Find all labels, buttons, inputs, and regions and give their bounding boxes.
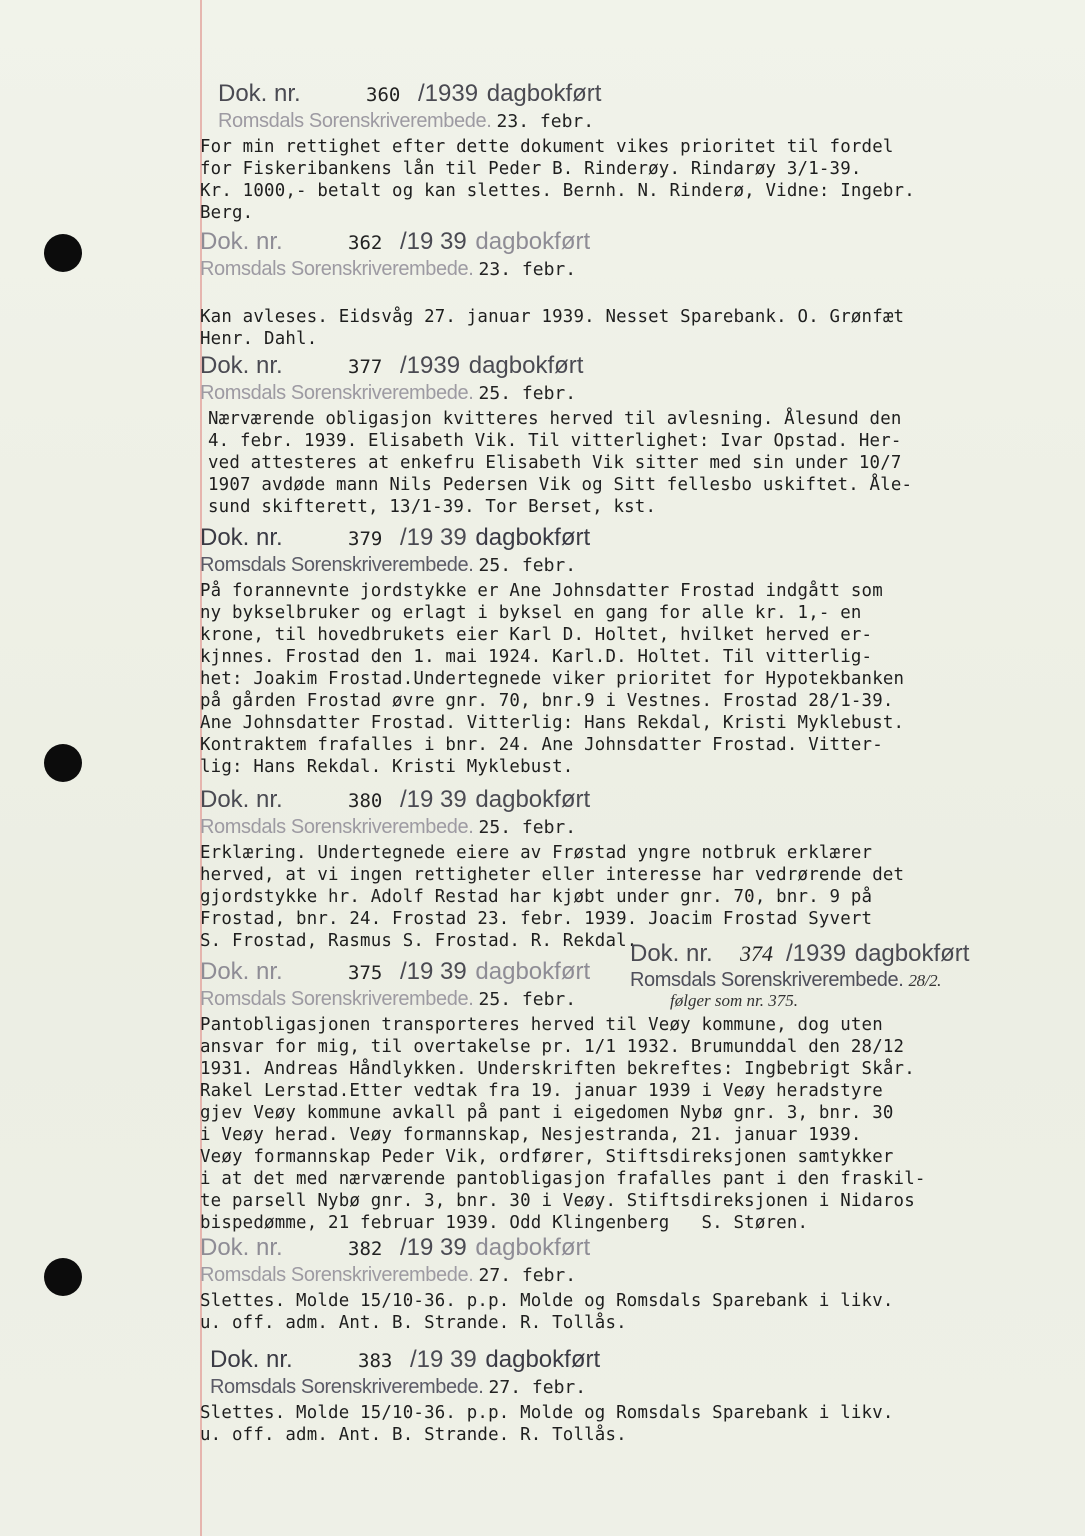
court-stamp: [200, 553, 1070, 578]
dok-stamp: [200, 786, 1070, 815]
entry-date: 27. febr.: [478, 1265, 577, 1286]
dok-number: 380: [348, 790, 383, 812]
dok-label: Dok. nr.: [630, 940, 713, 967]
dok-label: Dok. nr.: [200, 352, 283, 379]
dok-stamp: [200, 524, 1070, 553]
punch-hole: [44, 744, 82, 782]
court-stamp: [200, 257, 1070, 282]
dok-stamp: [200, 352, 1070, 381]
dok-stamp: [200, 1234, 1070, 1263]
entry-text: Nærværende obligasjon kvitteres herved til avlesning. Ålesund den 4. febr. 1939. Elisabeth Vik. Til vitterlighet: Ivar Opstad. Her- ved attesteres at enkefru Elisabeth Vik sitter med sin under 10/7 1907 avdøde mann Nils Pedersen Vik og Sitt fellesbo uskiftet. Åle- sund skifterett, 13/1-39. Tor Berset, kst.: [208, 409, 913, 517]
dok-year: /19 39: [410, 1346, 477, 1373]
dok-number: 382: [348, 1238, 383, 1260]
entry-text: Erklæring. Undertegnede eiere av Frøstad yngre notbruk erklærer herved, at vi ingen rettigheter eller interesse har vedrørende det gjordstykke hr. Adolf Restad har kjøbt under gnr. 70, bnr. 9 på Frostad, bnr. 24. Frostad 23. febr. 1939. Joacim Frostad Syvert S. Frostad, Rasmus S. Frostad. R. Rekdal.: [200, 843, 905, 951]
dok-year: /1939: [400, 352, 461, 379]
handwritten-date: 28/2.: [908, 971, 942, 990]
court-name: Romsdals Sorenskriverembede.: [200, 554, 474, 576]
dok-year: /19 39: [400, 524, 467, 551]
entry-date: 23. febr.: [496, 111, 595, 132]
court-stamp: [200, 381, 1070, 406]
side-stamp: [630, 940, 1070, 1011]
entry-date: 25. febr.: [478, 555, 577, 576]
dok-stamp: [630, 940, 1070, 968]
dok-label: Dok. nr.: [200, 1234, 283, 1261]
entry-text: Pantobligasjonen transporteres herved til Veøy kommune, dog uten ansvar for mig, til overtakelse pr. 1/1 1932. Brumunddal den 28/12 1931. Andreas Håndlykken. Underskriften bekreftes: Ingbebrigt Skår. Rakel Lerstad.Etter vedtak fra 19. januar 1939 i Veøy heradstyre gjev Veøy kommune avkall på pant i eigedomen Nybø gnr. 3, bnr. 30 i Veøy herad. Veøy formannskap, Nesjestranda, 21. januar 1939. Veøy formannskap Peder Vik, ordfører, Stiftsdireksjonen samtykker i at det med nærværende pantobligasjon frafalles pant i den fraskil- te parsell Nybø gnr. 3, bnr. 30 i Veøy. Stiftsdireksjonen i Nidaros bispedømme, 21 februar 1939. Odd Klingenberg S. Støren.: [200, 1015, 926, 1233]
register-entry: [200, 1346, 1080, 1446]
entry-date: 27. febr.: [488, 1377, 587, 1398]
handwritten-note: følger som nr. 375.: [670, 991, 798, 1010]
court-name: Romsdals Sorenskriverembede.: [200, 258, 474, 280]
register-entry: [200, 524, 1070, 778]
court-stamp: [630, 968, 1070, 993]
entry-date: 23. febr.: [478, 259, 577, 280]
entry-text: Kan avleses. Eidsvåg 27. januar 1939. Nesset Sparebank. O. Grønfæt Henr. Dahl.: [200, 307, 905, 349]
court-stamp: [200, 1263, 1070, 1288]
dok-number: 377: [348, 356, 383, 378]
court-name: Romsdals Sorenskriverembede.: [200, 382, 474, 404]
dok-label: Dok. nr.: [200, 786, 283, 813]
register-entry: [200, 352, 1070, 518]
dok-year: /19 39: [400, 786, 467, 813]
register-entry: [200, 228, 1070, 350]
dok-number: 374: [740, 941, 773, 966]
dagbok-label: dagbokført: [486, 80, 602, 107]
dok-label: Dok. nr.: [200, 524, 283, 551]
dagbok-label: dagbokført: [475, 228, 591, 255]
court-name: Romsdals Sorenskriverembede.: [200, 1264, 474, 1286]
dok-stamp: [200, 228, 1070, 257]
register-entry: [200, 786, 1070, 952]
dok-year: /19 39: [400, 1234, 467, 1261]
dok-label: Dok. nr.: [210, 1346, 293, 1373]
entry-date: 25. febr.: [478, 383, 577, 404]
court-name: Romsdals Sorenskriverembede.: [218, 110, 492, 132]
dok-year: /1939: [786, 940, 847, 967]
punch-hole: [44, 234, 82, 272]
dagbok-label: dagbokført: [475, 786, 591, 813]
court-name: Romsdals Sorenskriverembede.: [210, 1376, 484, 1398]
register-entry: [200, 80, 1085, 224]
court-stamp: [218, 109, 1085, 134]
dok-number: 360: [366, 84, 401, 106]
dok-stamp: [210, 1346, 1080, 1375]
dok-number: 362: [348, 232, 383, 254]
dok-year: /1939: [418, 80, 479, 107]
dagbok-label: dagbokført: [468, 352, 584, 379]
dok-year: /19 39: [400, 228, 467, 255]
dagbok-label: dagbokført: [485, 1346, 601, 1373]
dagbok-label: dagbokført: [854, 940, 970, 967]
dok-label: Dok. nr.: [200, 228, 283, 255]
register-entry: [200, 1234, 1070, 1334]
entry-text: Slettes. Molde 15/10-36. p.p. Molde og Romsdals Sparebank i likv. u. off. adm. Ant. B. Strande. R. Tollås.: [200, 1403, 894, 1445]
dagbok-label: dagbokført: [475, 958, 591, 985]
entry-text: For min rettighet efter dette dokument vikes prioritet til fordel for Fiskeribankens lån til Peder B. Rinderøy. Rindarøy 3/1-39. Kr. 1000,- betalt og kan slettes. Bernh. N. Rinderø, Vidne: Ingebr. Berg.: [200, 137, 915, 223]
court-stamp: [210, 1375, 1080, 1400]
court-name: Romsdals Sorenskriverembede.: [200, 988, 474, 1010]
entry-text: På forannevnte jordstykke er Ane Johnsdatter Frostad indgått som ny bykselbruker og erlagt i byksel en gang for alle kr. 1,- en krone, til hovedbrukets eier Karl D. Holtet, hvilket herved er- kjnnes. Frostad den 1. mai 1924. Karl.D. Holtet. Til vitterlig- het: Joakim Frostad.Undertegnede viker prioritet for Hypotekbanken på gården Frostad øvre gnr. 70, bnr.9 i Vestnes. Frostad 28/1-39. Ane Johnsdatter Frostad. Vitterlig: Hans Rekdal, Kristi Myklebust. Kontraktem frafalles i bnr. 24. Ane Johnsdatter Frostad. Vitter- lig: Hans Rekdal. Kristi Myklebust.: [200, 581, 905, 777]
dok-number: 383: [358, 1350, 393, 1372]
dok-stamp: [218, 80, 1085, 109]
dok-label: Dok. nr.: [218, 80, 301, 107]
entry-date: 25. febr.: [478, 989, 577, 1010]
dok-year: /19 39: [400, 958, 467, 985]
dagbok-label: dagbokført: [475, 524, 591, 551]
court-name: Romsdals Sorenskriverembede.: [630, 969, 904, 991]
dok-number: 379: [348, 528, 383, 550]
dagbok-label: dagbokført: [475, 1234, 591, 1261]
entry-date: 25. febr.: [478, 817, 577, 838]
dok-number: 375: [348, 962, 383, 984]
court-stamp: [200, 815, 1070, 840]
dok-label: Dok. nr.: [200, 958, 283, 985]
entry-text: Slettes. Molde 15/10-36. p.p. Molde og Romsdals Sparebank i likv. u. off. adm. Ant. B. Strande. R. Tollås.: [200, 1291, 894, 1333]
court-name: Romsdals Sorenskriverembede.: [200, 816, 474, 838]
punch-hole: [44, 1258, 82, 1296]
